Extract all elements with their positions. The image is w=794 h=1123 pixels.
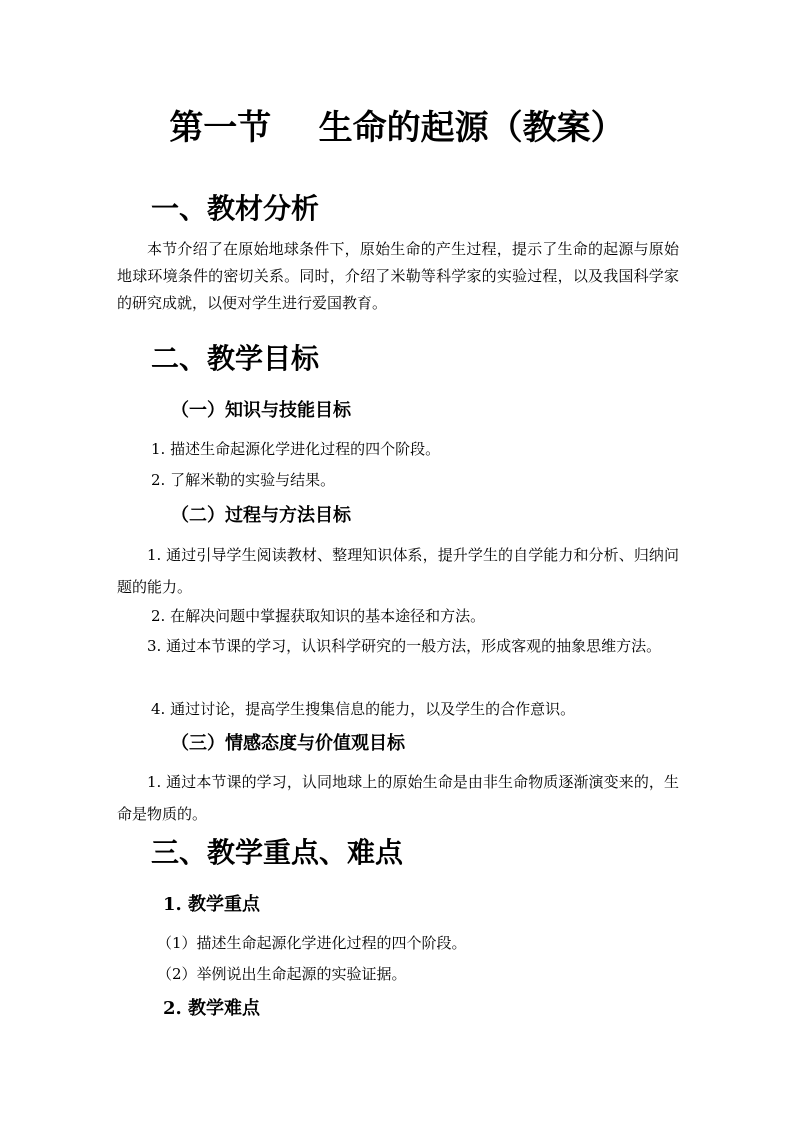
list-item: 3. 通过本节课的学习，认识科学研究的一般方法，形成客观的抽象思维方法。: [147, 637, 662, 655]
subsection-heading-key-points: 1. 教学重点: [163, 894, 261, 915]
section-heading-key-difficult-points: 三、教学重点、难点: [151, 836, 404, 869]
list-item: （1）描述生命起源化学进化过程的四个阶段。: [157, 934, 467, 952]
section-heading-teaching-objectives: 二、教学目标: [151, 342, 320, 375]
list-item: 4. 通过讨论，提高学生搜集信息的能力，以及学生的合作意识。: [151, 700, 576, 718]
subsection-heading-knowledge-skills: （一）知识与技能目标: [171, 400, 351, 421]
list-item: 2. 在解决问题中掌握获取知识的基本途径和方法。: [151, 607, 486, 625]
list-item: 2. 了解米勒的实验与结果。: [151, 471, 336, 489]
subsection-heading-difficult-points: 2. 教学难点: [163, 998, 261, 1019]
list-item: 1. 通过本节课的学习，认同地球上的原始生命是由非生命物质逐渐演变来的，生命是物质的。: [117, 773, 679, 823]
page-title: 第一节 生命的起源（教案）: [169, 108, 625, 148]
list-item: 1. 描述生命起源化学进化过程的四个阶段。: [151, 440, 441, 458]
list-item: 1. 通过引导学生阅读教材、整理知识体系，提升学生的自学能力和分析、归纳问题的能力。: [117, 546, 679, 596]
list-item: （2）举例说出生命起源的实验证据。: [157, 965, 407, 983]
section-heading-textbook-analysis: 一、教材分析: [151, 192, 320, 225]
subsection-heading-emotion-values: （三）情感态度与价值观目标: [171, 733, 405, 754]
section-paragraph-textbook-analysis: 本节介绍了在原始地球条件下，原始生命的产生过程，提示了生命的起源与原始地球环境条件的密切关系。同时，介绍了米勒等科学家的实验过程，以及我国科学家的研究成就，以便对学生进行爱国教育。: [117, 240, 679, 312]
subsection-heading-process-method: （二）过程与方法目标: [171, 505, 351, 526]
